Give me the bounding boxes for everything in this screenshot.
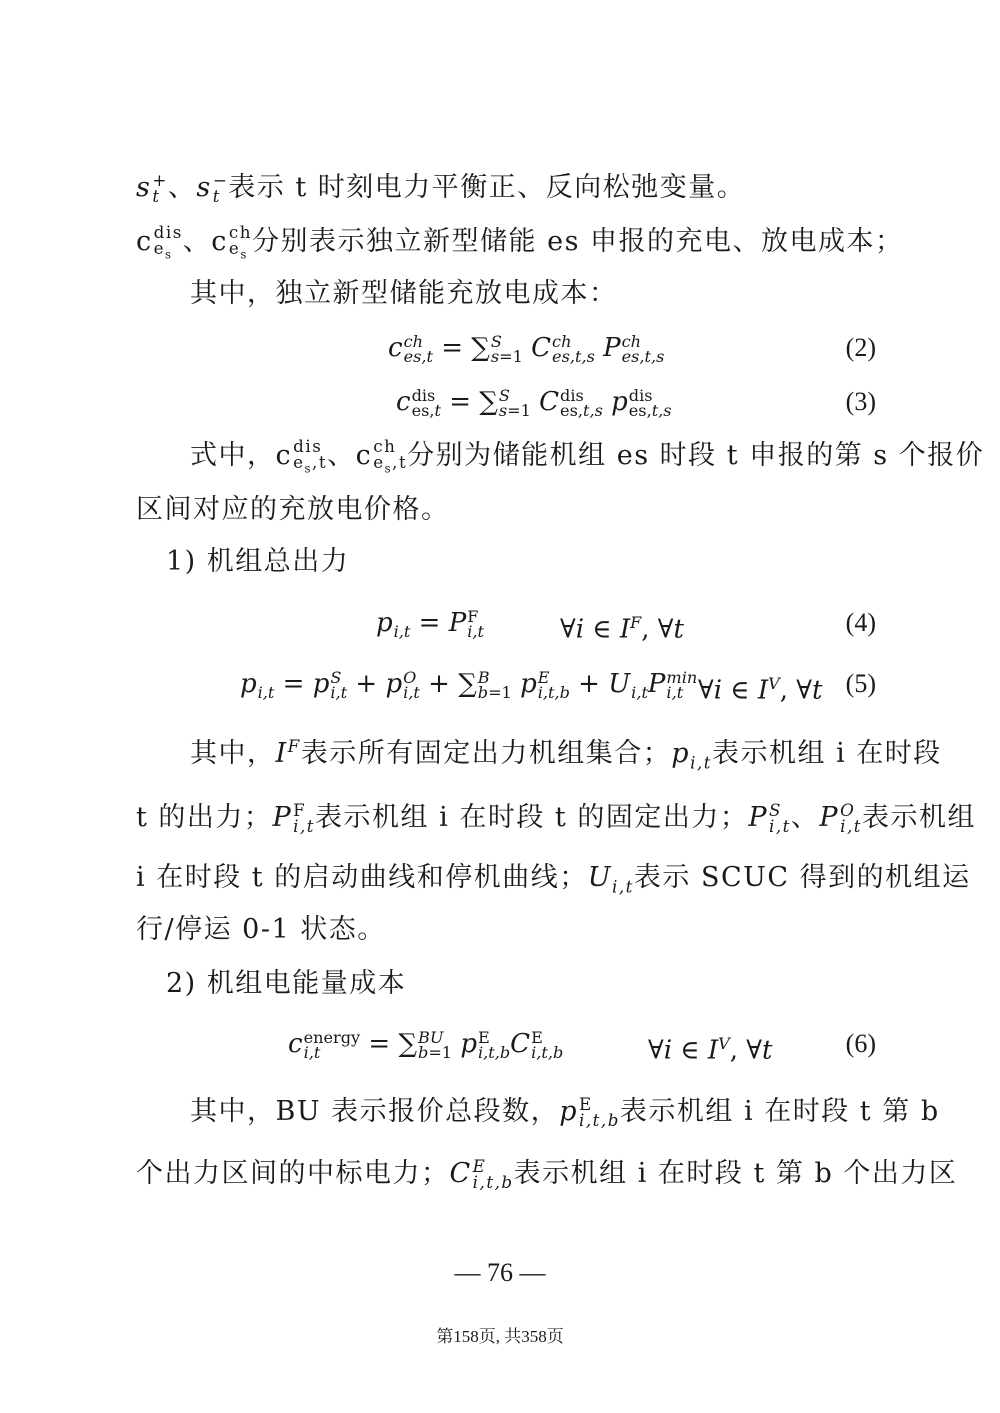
page-number: — 76 —: [454, 1258, 546, 1287]
math-c-dis: c dis $e_s$: [136, 221, 183, 262]
equation-5-condition: ∀i ∈ $I^V$, ∀t: [698, 674, 823, 706]
paragraph-unit-output-desc-line3: i 在时段 t 的启动曲线和停机曲线；$U_{i,t}$表示 SCUC 得到的机组运: [136, 862, 971, 897]
equation-4: p i,t = P F i,t: [376, 606, 484, 641]
paragraph-unit-output-desc: 其中，$I^F$表示所有固定出力机组集合；$p_{i,t}$表示机组 i 在时段: [190, 736, 942, 773]
paragraph-slack-variables: s + t 、s − t 表示 t 时刻电力平衡正、反向松弛变量。: [136, 169, 746, 206]
paragraph-energy-cost-desc: 其中，BU 表示报价总段数，p E i,t,b 表示机组 i 在时段 t 第 b: [190, 1093, 940, 1130]
equation-6: c energy i,t = ∑ BU b=1 p E i,t,b C E i,t,b: [288, 1027, 564, 1062]
equation-2: c ch es,t = ∑ S s=1 C ch es,t,s P ch es,t,s: [388, 331, 665, 366]
equation-6-condition: ∀i ∈ $I^V$, ∀t: [648, 1034, 773, 1066]
paragraph-unit-output-desc-line4: 行/停运 0-1 状态。: [136, 914, 386, 945]
paragraph-storage-intro: 其中，独立新型储能充放电成本：: [190, 278, 618, 309]
equation-5-number: (5): [845, 669, 876, 698]
heading-energy-cost: 2) 机组电能量成本: [166, 968, 407, 999]
math-c-ch: c ch $e_s$: [211, 221, 253, 262]
paragraph-price-desc: 式中，c dis $e_s,t$ 、c ch $e_s,t$ 分别为储能机组 es 时段 t 申报的第 s 个报价: [190, 435, 985, 476]
paragraph-unit-output-desc-line2: t 的出力；P F i,t 表示机组 i 在时段 t 的固定出力；P S i,t 、P O i,t 表示机组: [136, 799, 976, 836]
equation-6-number: (6): [845, 1029, 876, 1058]
equation-4-condition: ∀i ∈ $I^F$, ∀t: [560, 613, 684, 645]
math-s-plus: s + t 、s − t: [136, 169, 229, 206]
math-c-dis-est: c dis $e_s,t$ 、c ch $e_s,t$: [275, 435, 408, 476]
equation-5: p i,t = p S i,t + p O i,t + ∑ B b=1 p E i,t,b + U i,t P min i,t: [240, 667, 698, 702]
equation-2-number: (2): [845, 333, 876, 362]
paragraph-energy-cost-desc-line2: 个出力区间的中标电力；C E i,t,b 表示机组 i 在时段 t 第 b 个出力区: [136, 1155, 958, 1192]
equation-4-number: (4): [845, 608, 876, 637]
paragraph-price-desc-line2: 区间对应的充放电价格。: [136, 494, 450, 525]
equation-3: c dis es,t = ∑ S s=1 C dis es,t,s p dis es,t,s: [396, 385, 672, 420]
page-count: 第158页, 共358页: [436, 1327, 564, 1346]
paragraph-storage-cost: c dis $e_s$ 、c ch $e_s$ 分别表示独立新型储能 es 申报的充电、放电成本；: [136, 221, 904, 262]
equation-3-number: (3): [845, 387, 876, 416]
heading-total-output: 1) 机组总出力: [166, 546, 350, 577]
